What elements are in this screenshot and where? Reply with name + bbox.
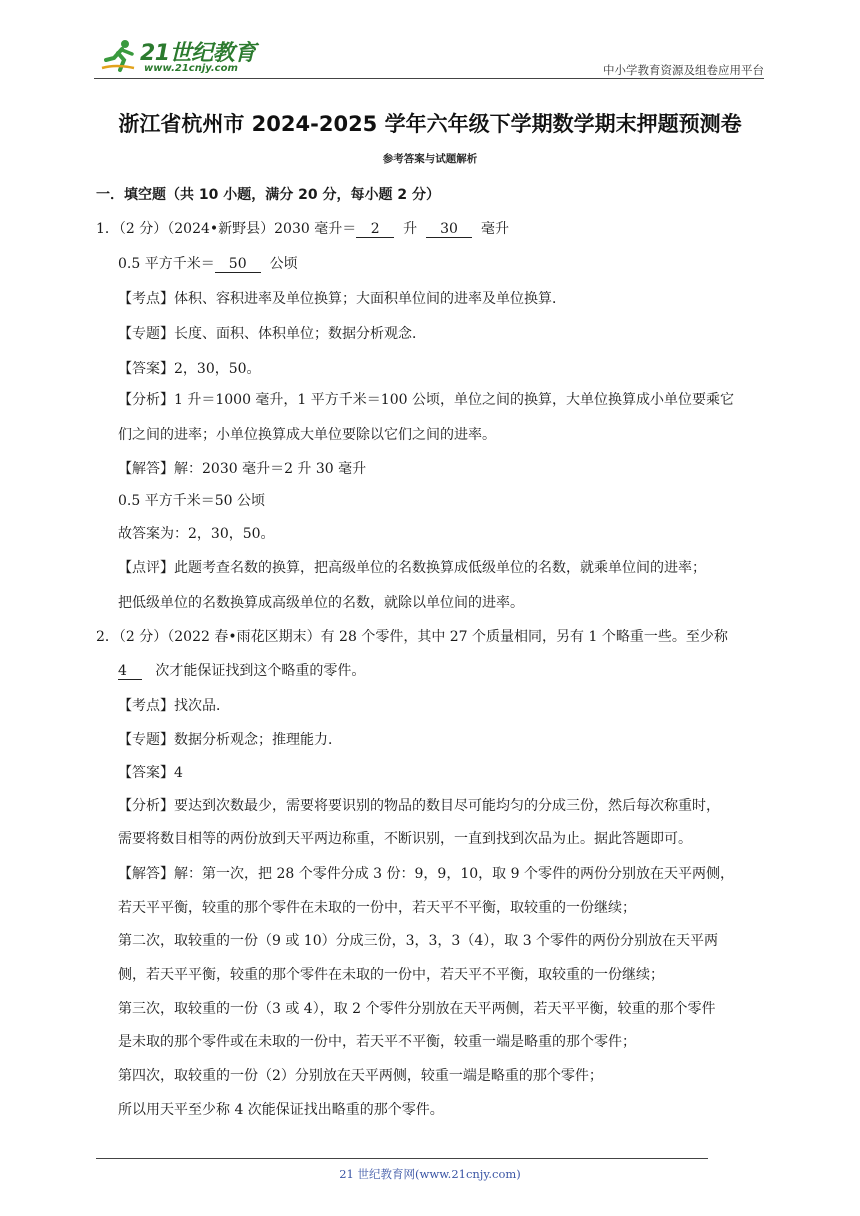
- q1-blank-hectares: 50: [215, 256, 261, 273]
- document-title: 浙江省杭州市 2024-2025 学年六年级下学期数学期末押题预测卷: [118, 112, 742, 136]
- q1-unit-ml: 毫升: [480, 221, 509, 237]
- q1-line2-prefix: 0.5 平方千米＝: [118, 256, 215, 272]
- q2-solution-line2: 若天平平衡，较重的那个零件在未取的一份中，若天平不平衡，取较重的一份继续；: [118, 900, 636, 916]
- q2-solution-line7: 第四次，取较重的一份（2）分别放在天平两侧，较重一端是略重的那个零件；: [118, 1068, 603, 1084]
- q2-analysis-line2: 需要将数目相等的两份放到天平两边称重，不断识别，一直到找到次品为止。据此答题即可。: [118, 831, 692, 847]
- q1-blank-ml: 30: [426, 221, 472, 238]
- q1-kaodian: 【考点】体积、容积进率及单位换算；大面积单位间的进率及单位换算．: [118, 291, 566, 307]
- header-platform-text: 中小学教育资源及组卷应用平台: [603, 63, 764, 77]
- q2-solution-line5: 第三次，取较重的一份（3 或 4），取 2 个零件分别放在天平两侧，若天平平衡，较重的那个零件: [118, 1001, 716, 1017]
- section-heading: 一．填空题（共 10 小题，满分 20 分，每小题 2 分）: [96, 187, 440, 203]
- q2-zhuanti: 【专题】数据分析观念；推理能力．: [118, 732, 342, 748]
- q2-blank-count: 4: [118, 663, 142, 680]
- q1-blank-liters: 2: [356, 221, 394, 238]
- runner-logo-icon: [100, 38, 138, 74]
- q1-solution-line2: 0.5 平方千米＝50 公顷: [118, 493, 265, 509]
- q2-answer: 【答案】4: [118, 765, 183, 781]
- header-divider: [94, 78, 764, 79]
- q1-line2: [118, 253, 298, 273]
- document-subtitle: 参考答案与试题解析: [382, 153, 478, 165]
- q1-answer: 【答案】2，30，50。: [118, 361, 261, 377]
- q2-line2: [118, 660, 365, 680]
- q1-unit-hectares: 公顷: [269, 256, 298, 272]
- q1-zhuanti: 【专题】长度、面积、体积单位；数据分析观念．: [118, 326, 426, 342]
- q2-solution-line1: 【解答】解：第一次，把 28 个零件分成 3 份：9，9，10，取 9 个零件的两份分别放在天平两侧，: [118, 866, 734, 882]
- q1-solution-line1: 【解答】解：2030 毫升＝2 升 30 毫升: [118, 461, 367, 477]
- q2-solution-line4: 侧，若天平平衡，较重的那个零件在未取的一份中，若天平不平衡，取较重的一份继续；: [118, 967, 664, 983]
- q2-kaodian: 【考点】找次品．: [118, 698, 230, 714]
- footer-link[interactable]: 21 世纪教育网(www.21cnjy.com): [339, 1167, 521, 1181]
- q2-solution-line8: 所以用天平至少称 4 次能保证找出略重的那个零件。: [118, 1102, 444, 1118]
- q1-analysis-line2: 们之间的进率；小单位换算成大单位要除以它们之间的进率。: [118, 427, 496, 443]
- q2-analysis-line1: 【分析】要达到次数最少，需要将要识别的物品的数目尽可能均匀的分成三份，然后每次称重时，: [118, 798, 720, 814]
- logo-url: www.21cnjy.com: [144, 63, 238, 74]
- q2-solution-line6: 是未取的那个零件或在未取的一份中，若天平不平衡，较重一端是略重的那个零件；: [118, 1034, 636, 1050]
- q2-line1: 2．（2 分）（2022 春•雨花区期末）有 28 个零件，其中 27 个质量相同，另有 1 个略重一些。至少称: [96, 629, 728, 645]
- site-logo: [94, 32, 264, 78]
- q1-comment-line2: 把低级单位的名数换算成高级单位的名数，就除以单位间的进率。: [118, 595, 524, 611]
- page-header: [94, 32, 764, 80]
- q1-comment-line1: 【点评】此题考查名数的换算，把高级单位的名数换算成低级单位的名数，就乘单位间的进率；: [118, 560, 706, 576]
- q1-line1: [96, 218, 509, 238]
- q2-solution-line3: 第二次，取较重的一份（9 或 10）分成三份，3，3，3（4），取 3 个零件的两份分别放在天平两: [118, 933, 719, 949]
- footer-divider: [96, 1158, 708, 1159]
- q1-unit-liters: 升: [403, 221, 418, 237]
- logo-text: 21世纪教育: [140, 41, 256, 66]
- q1-solution-line3: 故答案为：2，30，50。: [118, 526, 275, 542]
- q1-prefix: 1．（2 分）（2024•新野县）2030 毫升＝: [96, 221, 357, 237]
- q2-line2-suffix: 次才能保证找到这个略重的零件。: [155, 663, 366, 679]
- q1-analysis-line1: 【分析】1 升＝1000 毫升，1 平方千米＝100 公顷，单位之间的换算，大单位换算成小单位要乘它: [118, 392, 734, 408]
